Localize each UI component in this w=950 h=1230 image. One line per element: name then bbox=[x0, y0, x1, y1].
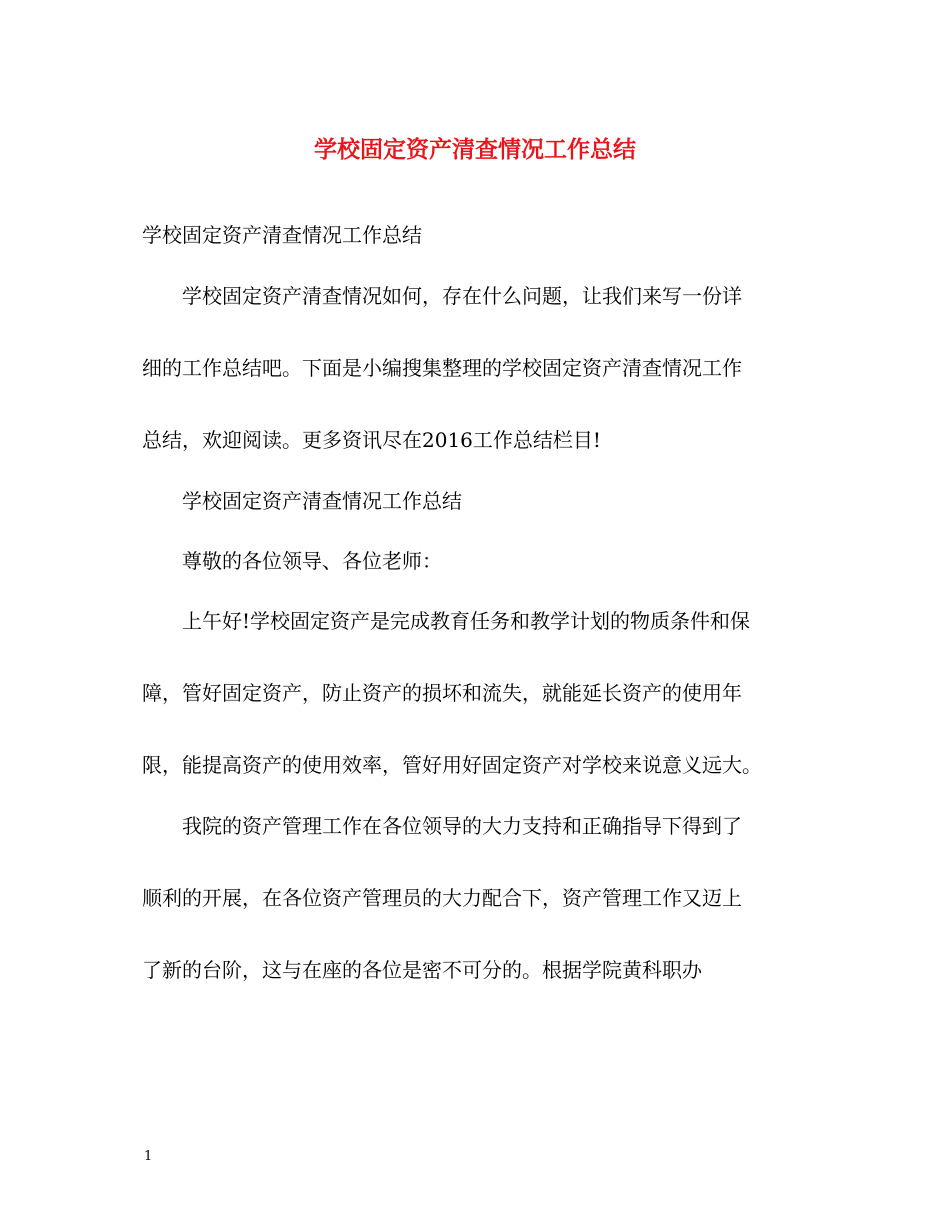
text-line-para2-2: 顺利的开展，在各位资产管理员的大力配合下，资产管理工作又迈上 bbox=[142, 886, 742, 910]
text-line-subheading: 学校固定资产清查情况工作总结 bbox=[182, 489, 462, 513]
text-line-intro-3: 总结，欢迎阅读。更多资讯尽在2016工作总结栏目! bbox=[142, 428, 601, 452]
text-line-heading: 学校固定资产清查情况工作总结 bbox=[142, 223, 422, 247]
page-number: 1 bbox=[144, 1149, 153, 1164]
text-line-intro-1: 学校固定资产清查情况如何，存在什么问题，让我们来写一份详 bbox=[182, 284, 742, 308]
document-title: 学校固定资产清查情况工作总结 bbox=[314, 136, 636, 163]
text-line-greeting: 尊敬的各位领导、各位老师： bbox=[182, 549, 442, 573]
text-line-para1-2: 障，管好固定资产，防止资产的损坏和流失，就能延长资产的使用年 bbox=[142, 681, 742, 705]
text-line-para1-3: 限，能提高资产的使用效率，管好用好固定资产对学校来说意义远大。 bbox=[142, 753, 762, 777]
text-line-intro-2: 细的工作总结吧。下面是小编搜集整理的学校固定资产清查情况工作 bbox=[142, 356, 742, 380]
text-line-para2-1: 我院的资产管理工作在各位领导的大力支持和正确指导下得到了 bbox=[182, 814, 742, 838]
text-line-para1-1: 上午好!学校固定资产是完成教育任务和教学计划的物质条件和保 bbox=[182, 609, 751, 633]
text-line-para2-3: 了新的台阶，这与在座的各位是密不可分的。根据学院黄科职办 bbox=[142, 958, 702, 982]
